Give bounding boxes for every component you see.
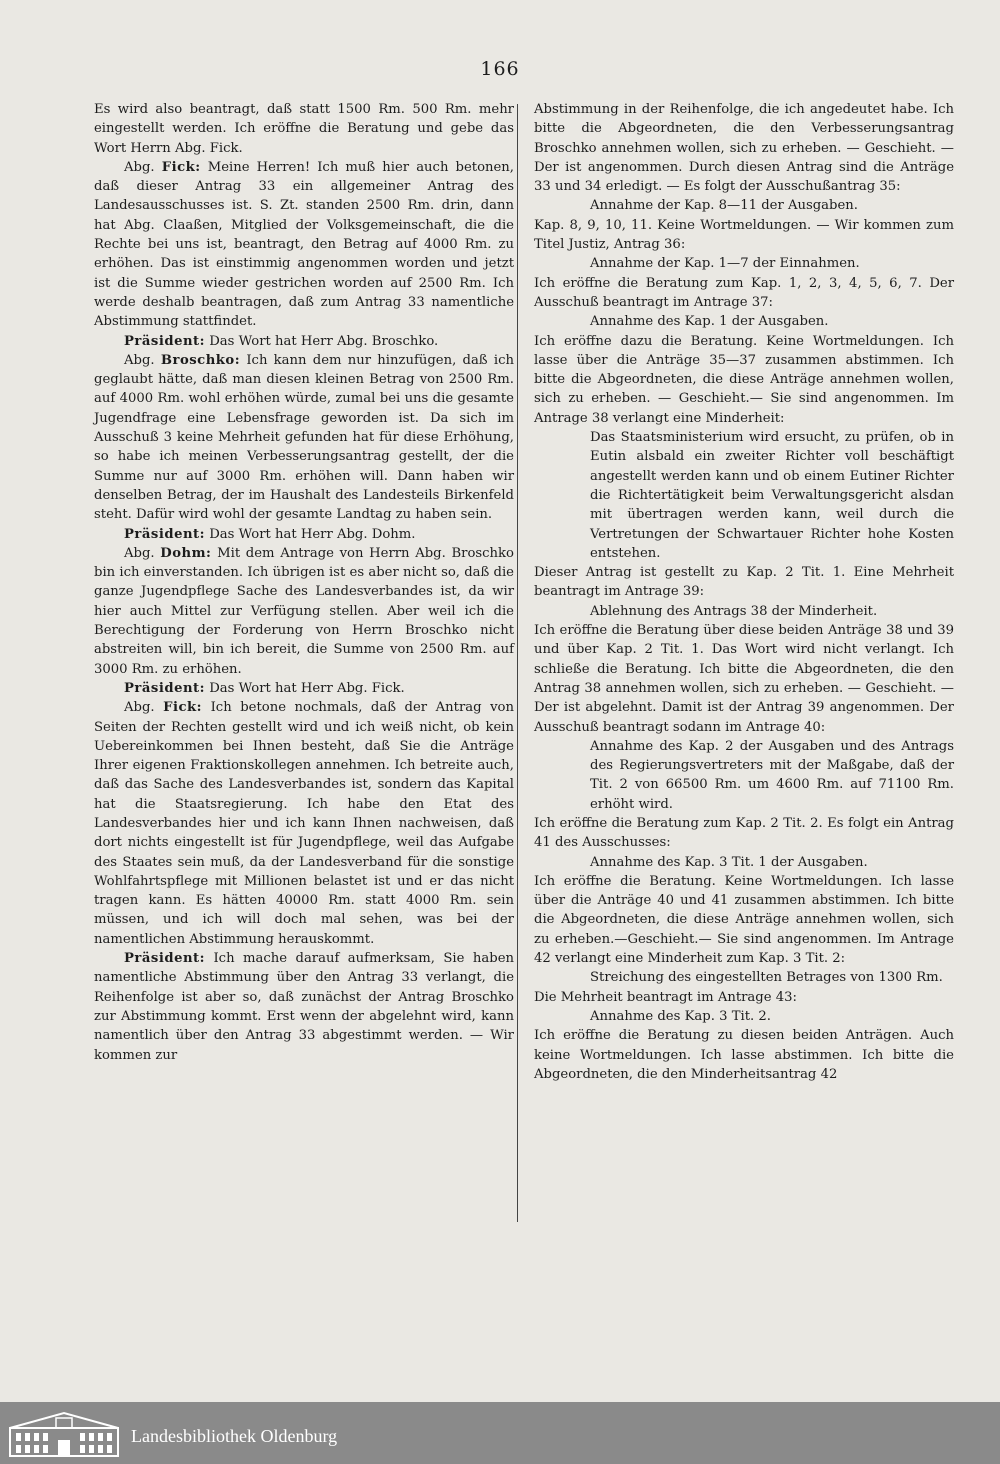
paragraph — [94, 679, 514, 698]
speaker-name: Dohm: — [160, 545, 212, 561]
speaker-prefix: Abg. — [124, 700, 155, 716]
paragraph: Annahme der Kap. 8—11 der Ausgaben. — [590, 198, 858, 214]
paragraph: Abstimmung in der Reihenfolge, die ich angedeutet habe. Ich bitte die Abgeordneten, die den Verbesserungsantrag Broschko annehmen wollen, sich zu erheben. — Geschieht. — Der ist angenommen. Durch diesen Antrag sind die Anträge 33 und 34 erledigt. — Es folgt der Ausschußantrag 35: — [534, 102, 954, 195]
speech-text: Das Wort hat Herr Abg. Dohm. — [209, 526, 416, 542]
speaker-name: Präsident: — [124, 951, 206, 967]
paragraph: Ich eröffne die Beratung. Keine Wortmeldungen. Ich lasse über die Anträge 40 und 41 zusammen abstimmen. Ich bitte die Abgeordneten, die diese Anträge annehmen wollen, sich zu erheben.—Geschieht.— Sie sind angenommen. Im Antrage 42 verlangt eine Minderheit zum Kap. 3 Tit. 2: — [534, 873, 954, 967]
paragraph: Annahme des Kap. 3 Tit. 2. — [590, 1008, 771, 1024]
speaker-prefix: Abg. — [124, 159, 155, 175]
library-building-icon — [8, 1410, 120, 1458]
left-column — [94, 100, 514, 1065]
speech-text: Ich betone nochmals, daß der Antrag von Seiten der Rechten gestellt wird und ich weiß nicht, ob kein Uebereinkommen bei Ihnen besteht, daß Sie die Anträge Ihrer eigenen Fraktionskollegen annehmen. Ich betreite auch, daß das Sache des Landesverbandes ist, sondern das Kapital hat die Staatsregierung. Ich habe den Etat des Landesverbandes hier und ich kann Ihnen nachweisen, daß dort nichts eingestellt ist für Jugendpflege, weil das Aufgabe des Staates sein muß, da der Landesverband für die sonstige Wohlfahrtspflege mit Millionen belastet ist und er das nicht tragen kann. Es hätten 40000 Rm. statt 4000 Rm. sein müssen, und ich will doch mal sehen, was bei der namentlichen Abstimmung herauskommt. — [94, 700, 514, 947]
paragraph — [94, 351, 514, 525]
speech-text: Ich mache darauf aufmerksam, Sie haben namentliche Abstimmung über den Antrag 33 verlangt, die Reihenfolge ist aber so, daß zunächst der Antrag Broschko zur Abstimmung kommt. Erst wenn der abgelehnt wird, kann namentlich über den Antrag 33 abgestimmt werden. — Wir kommen zur — [94, 951, 514, 1063]
paragraph: Es wird also beantragt, daß statt 1500 Rm. 500 Rm. mehr eingestellt werden. Ich eröffne die Beratung und gebe das Wort Herrn Abg. Fick. — [94, 102, 514, 156]
column-divider — [517, 104, 518, 1222]
paragraph: Die Mehrheit beantragt im Antrage 43: — [534, 989, 797, 1005]
paragraph — [94, 158, 514, 332]
speech-text: Meine Herren! Ich muß hier auch betonen, daß dieser Antrag 33 ein allgemeiner Antrag des Landesausschusses ist. S. Zt. standen 2500 Rm. drin, dann hat Abg. Claaßen, Mitglied der Volksgemeinschaft, die die Rechte bei uns ist, beantragt, den Betrag auf 4000 Rm. zu erhöhen. Das ist einstimmig angenommen worden und jetzt ist die Summe wieder gestrichen worden auf 2500 Rm. Ich werde deshalb beantragen, daß zum Antrag 33 namentliche Abstimmung stattfindet. — [94, 159, 514, 330]
paragraph — [94, 525, 514, 544]
speaker-prefix: Abg. — [124, 545, 155, 561]
library-name: Landesbibliothek Oldenburg — [131, 1426, 338, 1446]
paragraph: Annahme des Kap. 2 der Ausgaben und des Antrags des Regierungsvertreters mit der Maßgabe, daß der Tit. 2 von 66500 Rm. um 4600 Rm. auf 71100 Rm. erhöht wird. — [590, 738, 954, 812]
paragraph: Ich eröffne die Beratung zum Kap. 1, 2, 3, 4, 5, 6, 7. Der Ausschuß beantragt im Antrage 37: — [534, 275, 954, 310]
paragraph: Ich eröffne dazu die Beratung. Keine Wortmeldungen. Ich lasse über die Anträge 35—37 zusammen abstimmen. Ich bitte die Abgeordneten, die diese Anträge annehmen wollen, sich zu erheben. — Geschieht.— Sie sind angenommen. Im Antrage 38 verlangt eine Minderheit: — [534, 333, 954, 426]
speaker-name: Präsident: — [124, 526, 206, 542]
paragraph: Annahme des Kap. 3 Tit. 1 der Ausgaben. — [590, 854, 868, 870]
speaker-name: Fick: — [163, 700, 203, 716]
speaker-name: Präsident: — [124, 680, 206, 696]
paragraph — [94, 332, 514, 351]
footer-bar — [0, 1402, 1000, 1464]
speaker-name: Broschko: — [160, 352, 241, 368]
right-column — [534, 100, 954, 1084]
paragraph: Annahme der Kap. 1—7 der Einnahmen. — [590, 256, 860, 272]
paragraph: Kap. 8, 9, 10, 11. Keine Wortmeldungen. — Wir kommen zum Titel Justiz, Antrag 36: — [534, 217, 954, 253]
paragraph: Ich eröffne die Beratung zu diesen beiden Anträgen. Auch keine Wortmeldungen. Ich lasse abstimmen. Ich bitte die Abgeordneten, die den Minderheitsantrag 42 — [534, 1028, 954, 1082]
speaker-name: Präsident: — [124, 333, 206, 349]
speech-text: Mit dem Antrage von Herrn Abg. Broschko bin ich einverstanden. Ich übrigen ist es aber nicht so, daß die ganze Jugendpflege Sache des Landesverbandes ist, da wir hier auch Mittel zur Verfügung stellen. Aber weil ich die Berechtigung der Forderung von Herrn Broschko nicht abstreiten will, bin ich bereit, die Summe von 2500 Rm. auf 3000 Rm. zu erhöhen. — [94, 545, 514, 677]
paragraph — [94, 698, 514, 949]
speech-text: Das Wort hat Herr Abg. Broschko. — [209, 333, 439, 349]
speech-text: Das Wort hat Herr Abg. Fick. — [209, 680, 405, 696]
speech-text: Ich kann dem nur hinzufügen, daß ich geglaubt hätte, daß man diesen kleinen Betrag von 2500 Rm. auf 4000 Rm. wohl erhöhen würde, zumal bei uns die gesamte Jugendfrage eine Lebensfrage geworden ist. Da sich im Ausschuß 3 keine Mehrheit gefunden hat für diese Erhöhung, so habe ich meinen Verbesserungsantrag gestellt, der die Summe nur auf 3000 Rm. erhöhen will. Dann haben wir denselben Betrag, der im Haushalt des Landesteils Birkenfeld steht. Dafür wird wohl der gesamte Landtag zu haben sein. — [94, 352, 514, 523]
speaker-prefix: Abg. — [124, 352, 155, 368]
paragraph — [94, 949, 514, 1065]
speaker-name: Fick: — [161, 159, 201, 175]
paragraph: Annahme des Kap. 1 der Ausgaben. — [590, 314, 829, 330]
paragraph: Ablehnung des Antrags 38 der Minderheit. — [590, 603, 878, 619]
paragraph: Streichung des eingestellten Betrages von 1300 Rm. — [590, 970, 943, 986]
paragraph: Ich eröffne die Beratung über diese beiden Anträge 38 und 39 und über Kap. 2 Tit. 1. Das Wort wird nicht verlangt. Ich schließe die Beratung. Ich bitte die Abgeordneten, die den Antrag 38 annehmen wollen, sich zu erheben. — Geschieht. — Der ist abgelehnt. Damit ist der Antrag 39 angenommen. Der Ausschuß beantragt sodann im Antrage 40: — [534, 623, 954, 735]
paragraph: Dieser Antrag ist gestellt zu Kap. 2 Tit. 1. Eine Mehrheit beantragt im Antrage 39: — [534, 565, 954, 600]
paragraph: Ich eröffne die Beratung zum Kap. 2 Tit. 2. Es folgt ein Antrag 41 des Ausschusses: — [534, 815, 954, 851]
paragraph — [94, 544, 514, 679]
paragraph: Das Staatsministerium wird ersucht, zu prüfen, ob in Eutin alsbald ein zweiter Richter voll beschäftigt angestellt werden kann und ob einem Eutiner Richter die Richtertätigkeit beim Verwaltungsgericht alsdan mit übertragen werden kann, weil durch die Vertretungen der Schwartauer Richter hohe Kosten entstehen. — [590, 430, 954, 561]
page-number: 166 — [480, 58, 520, 80]
